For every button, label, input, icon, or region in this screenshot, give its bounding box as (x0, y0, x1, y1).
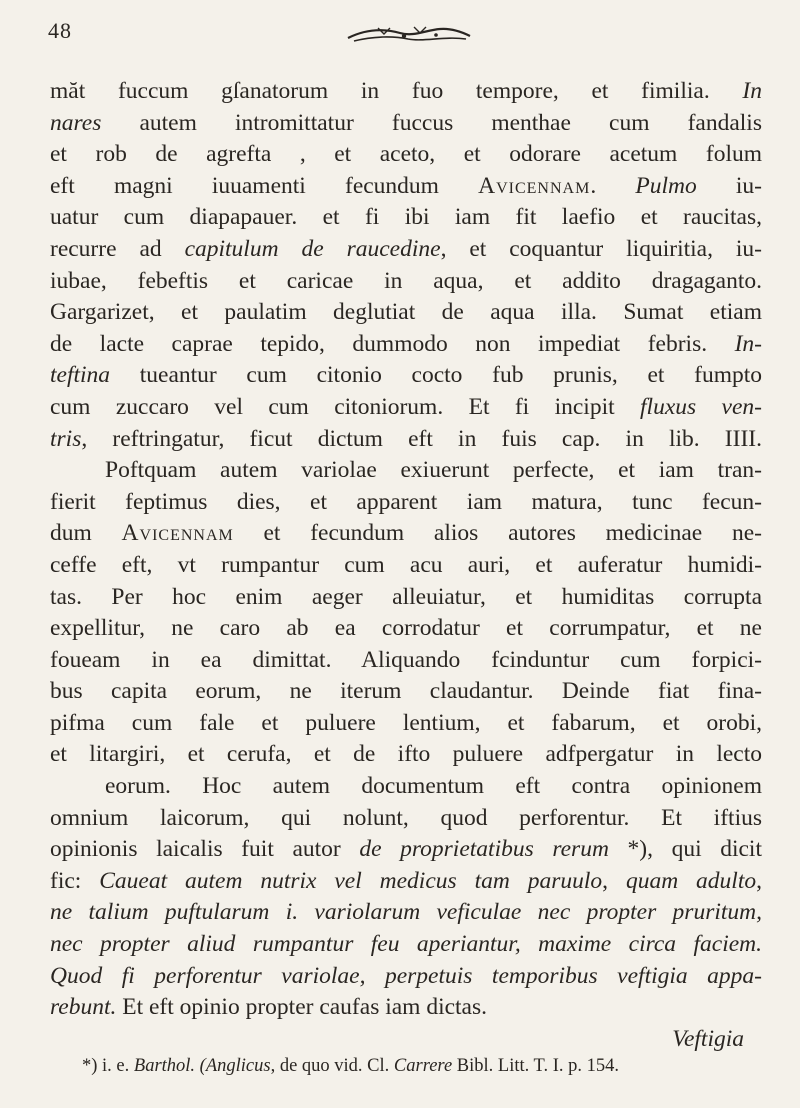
text-run: nec propter aliud rumpantur feu aperiantur, maxime circa faciem. (50, 931, 762, 958)
text-run: uatur cum diapapauer. et fi ibi iam fit laefio et raucitas, (50, 204, 762, 231)
text-line (50, 645, 762, 677)
text-run: de lacte caprae tepido, dummodo non impediat febris. (50, 330, 735, 357)
text-run: foueam in ea dimittat. Aliquando fcinduntur cum forpici- (50, 646, 762, 673)
footnote-run: *) i. e. (82, 1056, 134, 1076)
text-run: tris (50, 425, 82, 452)
text-line (50, 392, 762, 424)
text-run: eorum. Hoc autem documentum eft contra opinionem (105, 773, 762, 800)
text-run: Gargarizet, et paulatim deglutiat de aqua illa. Sumat etiam (50, 299, 762, 326)
text-line (50, 455, 762, 487)
footnote-run: (Anglicus (199, 1056, 271, 1076)
text-run: Avicennam (478, 172, 591, 199)
footnote-run: Barthol. (133, 1056, 200, 1076)
text-run: , (602, 867, 626, 894)
text-line (50, 897, 762, 929)
text-line (50, 929, 762, 961)
text-run: et rob de agrefta , et aceto, et odorare acetum folum (50, 141, 762, 168)
text-run: capitulum de raucedine (184, 235, 441, 262)
footnote-run: Carrere (393, 1056, 453, 1076)
text-run: dum (50, 520, 122, 547)
text-line (50, 329, 762, 361)
text-run: ceffe eft, vt rumpantur cum acu auri, et auferatur humidi- (50, 551, 762, 578)
text-run: expellitur, ne caro ab ea corrodatur et corrumpatur, et ne (50, 615, 762, 642)
text-run: Avicennam (121, 520, 234, 547)
page-number: 48 (48, 18, 72, 43)
text-line (50, 266, 762, 298)
text-run: Caueat autem nutrix vel medicus tam paruulo (99, 867, 603, 894)
text-line (50, 676, 762, 708)
footnote-run: Bibl. Litt. T. I. p. 154. (452, 1056, 620, 1076)
text-line (50, 739, 762, 771)
text-run: autem intromittatur fuccus menthae cum fandalis (101, 109, 762, 136)
text-run: iubae, febeftis et caricae in aqua, et addito dragaganto. (50, 267, 762, 294)
text-line (50, 171, 762, 203)
text-line (50, 834, 762, 866)
text-run: *), qui dicit (608, 836, 762, 863)
footnote-run: , de quo vid. Cl. (270, 1056, 394, 1076)
text-line (50, 550, 762, 582)
text-line (50, 582, 762, 614)
header-ornament-icon (344, 24, 474, 46)
catchword: Veftigia (672, 1025, 744, 1052)
main-text (50, 76, 762, 1055)
text-run: cum zuccaro vel cum citoniorum. Et fi incipit (50, 393, 641, 420)
text-run: fluxus ven- (640, 393, 762, 420)
text-run: pifma cum fale et puluere lentium, et fabarum, et orobi, (50, 709, 762, 736)
text-run: fierit feptimus dies, et apparent iam matura, tunc fecun- (50, 488, 762, 515)
text-run: Et eft opinio propter caufas iam dictas. (116, 994, 488, 1021)
text-line (50, 708, 762, 740)
text-run: eft magni iuuamenti fecundum (50, 172, 479, 199)
text-line (50, 992, 762, 1024)
text-line (50, 360, 762, 392)
text-line (50, 202, 762, 234)
text-run: . (590, 172, 636, 199)
text-run: quam adulto (625, 867, 757, 894)
text-run: iu- (696, 172, 763, 199)
text-run: măt fuccum gſanatorum in fuo tempore, et fimilia. (50, 78, 743, 104)
text-line (50, 139, 762, 171)
text-run: bus capita eorum, ne iterum claudantur. Deinde fiat fina- (50, 678, 762, 705)
text-run: ne talium puftularum i. variolarum veficulae nec propter pruritum, (50, 899, 762, 926)
text-run: Poftquam autem variolae exiuerunt perfecte, et iam tran- (105, 457, 762, 484)
text-run: In (742, 78, 762, 104)
text-line (50, 771, 762, 803)
text-run: et litargiri, et cerufa, et de ifto puluere adfpergatur in lecto (50, 741, 762, 768)
text-line (50, 424, 762, 456)
text-run: et fecundum alios autores medicinae ne- (233, 520, 762, 547)
text-run: tueantur cum citonio cocto fub prunis, et fumpto (110, 362, 762, 389)
text-line (50, 866, 762, 898)
text-run: , reftringatur, ficut dictum eft in fuis cap. in lib. IIII. (81, 425, 762, 452)
text-line (50, 803, 762, 835)
text-run: In- (734, 330, 762, 357)
text-line (50, 76, 762, 108)
text-line (50, 487, 762, 519)
text-run: opinionis laicalis fuit autor (50, 836, 360, 863)
text-line (50, 961, 762, 993)
text-run: nares (50, 109, 102, 136)
text-line (50, 613, 762, 645)
text-run: de proprietatibus rerum (359, 836, 609, 863)
text-run: recurre ad (50, 235, 185, 262)
text-run: rebunt. (50, 994, 117, 1021)
text-line (50, 108, 762, 140)
text-line (50, 234, 762, 266)
footnote (82, 1056, 772, 1077)
text-run: , (756, 867, 762, 894)
text-run: , et coquantur liquiritia, iu- (440, 235, 762, 262)
text-run: Quod fi perforentur variolae, perpetuis temporibus veftigia appa- (50, 962, 762, 989)
text-run: Pulmo (635, 172, 697, 199)
text-run: omnium laicorum, qui nolunt, quod perforentur. Et iftius (50, 804, 762, 831)
text-line (50, 297, 762, 329)
text-run: teftina (50, 362, 111, 389)
text-run: tas. Per hoc enim aeger alleuiatur, et humiditas corrupta (50, 583, 762, 610)
text-line (50, 518, 762, 550)
text-run: fic: (50, 867, 100, 894)
